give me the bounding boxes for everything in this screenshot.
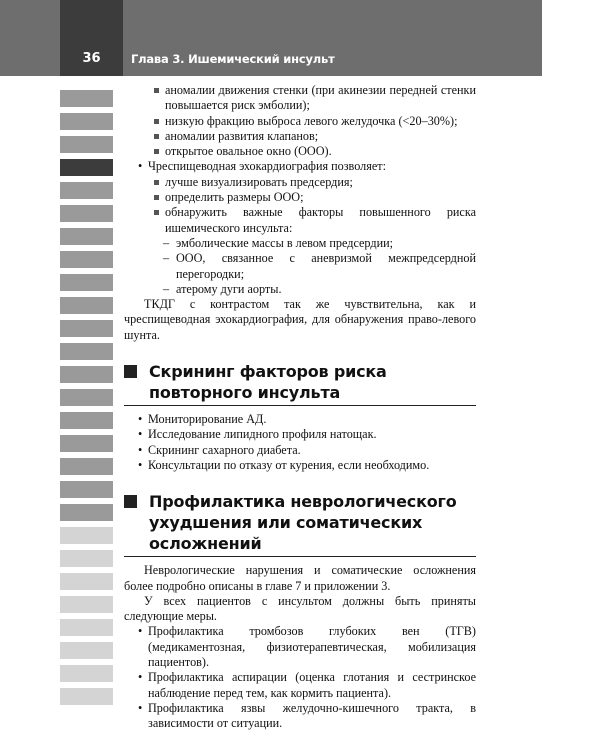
side-tab xyxy=(60,343,113,360)
side-tab xyxy=(60,596,113,613)
tee-lead xyxy=(124,159,476,174)
side-tab xyxy=(60,412,113,429)
tkdg-paragraph: ТКДГ с контрастом так же чувствительна, как и чреспищеводная эхокардиография, для обнаружения право-левого шунта. xyxy=(124,297,476,342)
list-item: – ООО, связанное с аневризмой межпредсердной перегородки; xyxy=(124,251,476,282)
list-item: • Скрининг сахарного диабета. xyxy=(124,443,476,458)
list-item: аномалии движения стенки (при акинезии передней стенки повышается риск эмболии); xyxy=(124,83,476,114)
side-tab xyxy=(60,504,113,521)
side-tab xyxy=(60,573,113,590)
list-item: аномалии развития клапанов; xyxy=(124,129,476,144)
side-tab xyxy=(60,366,113,383)
side-tab xyxy=(60,481,113,498)
side-tab xyxy=(60,159,113,176)
list-item: низкую фракцию выброса левого желудочка (<20–30%); xyxy=(124,114,476,129)
prevention-paragraph-1: Неврологические нарушения и соматические осложнения более подробно описаны в главе 7 и приложении 3. xyxy=(124,563,476,593)
tee-list xyxy=(124,159,476,174)
chapter-title: Глава 3. Ишемический инсульт xyxy=(131,52,335,66)
list-item: открытое овальное окно (ООО). xyxy=(124,144,476,159)
list-item: • Консультации по отказу от курения, если необходимо. xyxy=(124,458,476,473)
page-content xyxy=(124,83,476,732)
side-tab xyxy=(60,251,113,268)
page-number-box xyxy=(60,0,123,76)
prevention-paragraph-2: У всех пациентов с инсультом должны быть приняты следующие меры. xyxy=(124,593,476,624)
side-tab xyxy=(60,458,113,475)
side-tab xyxy=(60,136,113,153)
section-title: Скрининг факторов риска повторного инсульта xyxy=(149,362,387,403)
side-tab xyxy=(60,642,113,659)
list-item: – эмболические массы в левом предсердии; xyxy=(124,236,476,251)
screening-list xyxy=(124,412,476,473)
side-tab xyxy=(60,182,113,199)
section-title: Профилактика неврологического ухудшения или соматических осложнений xyxy=(149,492,457,554)
list-item: • Мониторирование АД. xyxy=(124,412,476,427)
list-item: определить размеры ООО; xyxy=(124,190,476,205)
tee-subitems xyxy=(124,236,476,297)
list-item: • Профилактика аспирации (оценка глотания и сестринское наблюдение перед тем, как кормить пациента). xyxy=(124,670,476,701)
side-tab xyxy=(60,688,113,705)
side-tab xyxy=(60,297,113,314)
prevention-list xyxy=(124,624,476,731)
side-tab xyxy=(60,113,113,130)
side-tab xyxy=(60,320,113,337)
heading-square-icon xyxy=(124,495,137,508)
list-item: обнаружить важные факторы повышенного риска ишемического инсульта: xyxy=(124,205,476,236)
list-item: • Профилактика тромбозов глубоких вен (ТГВ) (медикаментозная, физиотерапевтическая, мобилизация пациентов). xyxy=(124,624,476,670)
intro-list xyxy=(124,83,476,159)
list-item: лучше визуализировать предсердия; xyxy=(124,175,476,190)
tee-items xyxy=(124,175,476,236)
side-tab xyxy=(60,435,113,452)
heading-square-icon xyxy=(124,365,137,378)
side-tab xyxy=(60,619,113,636)
side-thumb-tabs xyxy=(60,90,113,711)
side-tab xyxy=(60,205,113,222)
tee-lead-text: Чреспищеводная эхокардиография позволяет: xyxy=(148,159,386,174)
section-heading-screening xyxy=(124,361,476,406)
side-tab xyxy=(60,228,113,245)
section-heading-prevention xyxy=(124,491,476,557)
side-tab xyxy=(60,389,113,406)
page-header xyxy=(0,0,542,76)
side-tab xyxy=(60,90,113,107)
side-tab xyxy=(60,550,113,567)
side-tab xyxy=(60,527,113,544)
side-tab xyxy=(60,274,113,291)
list-item: • Профилактика язвы желудочно-кишечного тракта, в зависимости от ситуации. xyxy=(124,701,476,732)
list-item: • Исследование липидного профиля натощак. xyxy=(124,427,476,442)
side-tab xyxy=(60,665,113,682)
page-number: 36 xyxy=(82,51,101,66)
list-item: – атерому дуги аорты. xyxy=(124,282,476,297)
